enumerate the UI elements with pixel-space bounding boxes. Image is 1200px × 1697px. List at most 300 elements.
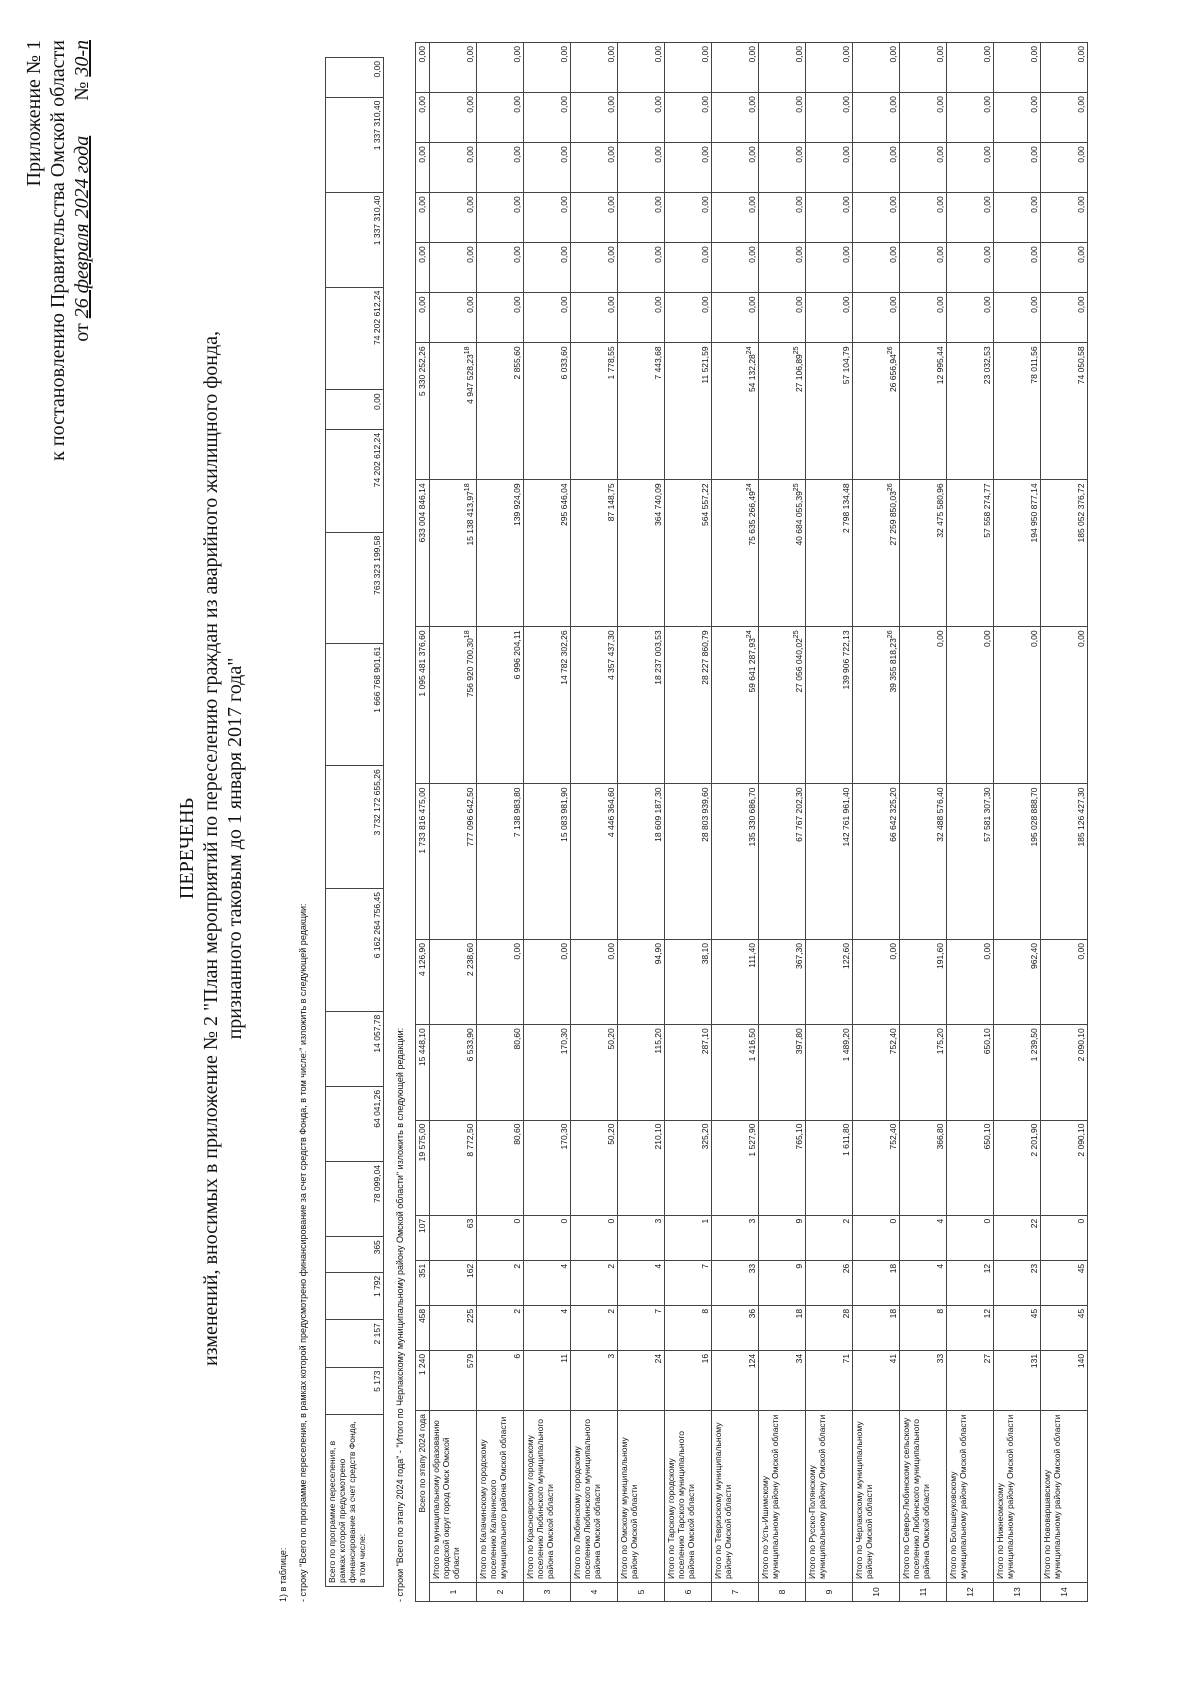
row-cell-value: 7: [653, 1308, 663, 1314]
table-row: [947, 43, 994, 1602]
row-cell: [853, 243, 900, 293]
row-cell-value: 40 684 055,39: [794, 491, 804, 546]
row-cell-value: 80,60: [512, 1123, 522, 1145]
row-cell: [759, 1120, 806, 1215]
row-cell-value: 0,00: [512, 96, 522, 113]
row-cell-value: 0,00: [888, 246, 898, 263]
row-cell-value: 0,00: [559, 943, 569, 960]
stage-total-cell: 4 126,90: [416, 940, 430, 1025]
row-cell-value: 1 489,20: [841, 1028, 851, 1062]
row-cell: [806, 43, 853, 93]
row-cell-value: 0,00: [559, 246, 569, 263]
row-cell: [947, 784, 994, 940]
row-number: 1: [430, 1583, 477, 1602]
row-cell: [853, 940, 900, 1025]
program-total-cell: 763 323 199,58: [326, 532, 384, 643]
row-cell-value: 67 767 202,30: [794, 787, 804, 842]
row-cell: [430, 93, 477, 143]
row-cell: [430, 293, 477, 343]
row-cell-value: 0,00: [653, 96, 663, 113]
row-cell: [430, 1120, 477, 1215]
row-cell-value: 15 138 413,97: [465, 491, 475, 546]
table-row: [853, 43, 900, 1602]
program-total-cell: 3 732 172 655,26: [326, 766, 384, 889]
row-cell-value: 2 238,60: [465, 943, 475, 977]
row-cell-value: 2: [841, 1218, 851, 1224]
row-cell: [571, 243, 618, 293]
row-number: 7: [712, 1583, 759, 1602]
row-cell: [806, 293, 853, 343]
row-cell-value: 27 056 040,02: [794, 638, 804, 693]
program-total-cell: 1 337 310,40: [326, 97, 384, 192]
row-cell-value: 397,80: [794, 1028, 804, 1055]
row-cell-value: 325,20: [700, 1123, 710, 1150]
row-cell: [947, 627, 994, 784]
row-cell-value: 41: [888, 1353, 898, 1364]
row-cell-value: 191,60: [935, 943, 945, 970]
row-cell: [853, 480, 900, 627]
row-label: Итого по Омскому муниципальному району Омской области: [618, 1411, 665, 1583]
row-number: 9: [806, 1583, 853, 1602]
row-cell: [994, 43, 1041, 93]
row-cell-value: 63: [465, 1218, 475, 1229]
row-cell: [430, 143, 477, 193]
program-total-cell: 365: [326, 1237, 384, 1273]
row-cell-value: 54 132,28: [747, 354, 757, 393]
row-cell-value: 34: [794, 1353, 804, 1364]
row-cell: [618, 480, 665, 627]
row-cell-value: 0,00: [888, 296, 898, 313]
row-cell: [1041, 1025, 1088, 1120]
row-cell: [947, 1025, 994, 1120]
row-cell-value: 4: [559, 1263, 569, 1269]
program-total-row: [326, 58, 384, 1587]
stage-total-cell: 0,00: [416, 143, 430, 193]
row-cell: [571, 143, 618, 193]
row-cell: [477, 343, 524, 480]
row-cell: [712, 1260, 759, 1305]
row-cell-value: 18 237 003,53: [653, 630, 663, 685]
table-row: [571, 43, 618, 1602]
row-cell-value: 0,00: [1076, 943, 1086, 960]
row-cell: [524, 343, 571, 480]
row-cell: [806, 1025, 853, 1120]
row-cell-value: 756 920 700,30: [465, 638, 475, 698]
row-cell: [806, 940, 853, 1025]
row-cell-value: 0,00: [700, 246, 710, 263]
row-cell: [712, 43, 759, 93]
row-cell-value: 777 096 642,50: [465, 787, 475, 847]
footnote-mark: 25: [793, 346, 801, 355]
row-label: Итого по Тевризскому муниципальному району Омской области: [712, 1411, 759, 1583]
row-cell: [477, 43, 524, 93]
row-cell: [1041, 143, 1088, 193]
row-cell: [712, 627, 759, 784]
row-cell: [430, 1350, 477, 1410]
row-cell: [759, 93, 806, 143]
row-cell: [524, 1215, 571, 1260]
row-cell: [618, 1305, 665, 1350]
program-total-table: [325, 57, 384, 1587]
program-total-cell: 6 162 264 756,45: [326, 889, 384, 1012]
row-cell: [947, 1120, 994, 1215]
row-cell-value: 9: [794, 1263, 804, 1269]
title-line2: изменений, вносимых в приложение № 2 "План мероприятий по переселению граждан из аварийного жилищного фонда,: [200, 330, 222, 1367]
footnote-mark: 18: [464, 630, 472, 639]
row-cell-value: 0,00: [1076, 96, 1086, 113]
row-cell: [524, 1350, 571, 1410]
footnote-mark: 24: [746, 483, 754, 492]
row-cell: [477, 1350, 524, 1410]
row-cell-value: 33: [747, 1263, 757, 1274]
row-cell-value: 139 924,09: [512, 483, 522, 526]
row-cell-value: 0,00: [888, 146, 898, 163]
row-cell-value: 1 778,55: [606, 346, 616, 380]
row-cell-value: 210,10: [653, 1123, 663, 1150]
row-cell: [712, 1120, 759, 1215]
row-cell-value: 0,00: [982, 196, 992, 213]
row-cell: [665, 293, 712, 343]
stage-2024-table: [415, 42, 1088, 1602]
row-cell-value: 71: [841, 1353, 851, 1364]
row-cell-value: 45: [1029, 1308, 1039, 1319]
row-cell: [806, 343, 853, 480]
row-cell-value: 115,20: [653, 1028, 663, 1054]
row-cell-value: 8: [700, 1308, 710, 1314]
row-number: 14: [1041, 1583, 1088, 1602]
row-cell-value: 0,00: [747, 46, 757, 63]
row-cell-value: 0,00: [935, 246, 945, 263]
row-cell-value: 0,00: [794, 46, 804, 63]
row-cell: [853, 1215, 900, 1260]
row-cell: [994, 1350, 1041, 1410]
row-cell-value: 131: [1029, 1353, 1039, 1369]
row-cell: [853, 343, 900, 480]
row-cell: [477, 784, 524, 940]
row-cell: [900, 93, 947, 143]
row-cell: [853, 193, 900, 243]
row-cell-value: 15 083 981,90: [559, 787, 569, 842]
row-cell-value: 4: [935, 1263, 945, 1269]
row-cell-value: 7: [700, 1263, 710, 1269]
row-cell-value: 50,20: [606, 1028, 616, 1050]
row-cell-value: 12: [982, 1308, 992, 1319]
row-cell-value: 0,00: [512, 196, 522, 213]
row-cell-value: 0,00: [653, 296, 663, 313]
row-cell-value: 0,00: [1076, 630, 1086, 647]
row-cell-value: 0,00: [1029, 46, 1039, 63]
row-number: 2: [477, 1583, 524, 1602]
row-cell: [806, 1350, 853, 1410]
row-number: 12: [947, 1583, 994, 1602]
stage-total-cell: 0,00: [416, 93, 430, 143]
program-total-cell: 14 057,78: [326, 1011, 384, 1086]
row-cell: [430, 1260, 477, 1305]
row-cell-value: 12: [982, 1263, 992, 1274]
row-cell-value: 140: [1076, 1353, 1086, 1369]
row-cell: [947, 293, 994, 343]
row-cell: [477, 940, 524, 1025]
row-cell-value: 59 641 287,93: [747, 638, 757, 693]
row-cell-value: 33: [935, 1353, 945, 1364]
row-cell-value: 0,00: [606, 196, 616, 213]
row-cell-value: 0,00: [606, 96, 616, 113]
row-cell: [571, 1350, 618, 1410]
row-cell-value: 162: [465, 1263, 475, 1279]
row-cell-value: 0,00: [794, 196, 804, 213]
row-cell: [947, 1215, 994, 1260]
row-cell-value: 28 227 860,79: [700, 630, 710, 685]
row-cell-value: 8 772,50: [465, 1123, 475, 1157]
row-cell: [524, 93, 571, 143]
row-cell: [712, 1025, 759, 1120]
row-cell-value: 0,00: [606, 296, 616, 313]
stage-total-cell: 0,00: [416, 43, 430, 93]
appendix-date: 26 февраля 2024 года: [71, 135, 93, 319]
table-row: [430, 43, 477, 1602]
row-cell-value: 0,00: [653, 246, 663, 263]
row-cell: [994, 343, 1041, 480]
row-cell: [571, 940, 618, 1025]
row-cell-value: 0: [982, 1218, 992, 1224]
program-total-cell: 64 041,26: [326, 1086, 384, 1161]
row-cell-value: 0,00: [841, 246, 851, 263]
row-cell-value: 22: [1029, 1218, 1039, 1229]
row-cell: [947, 1350, 994, 1410]
row-cell-value: 225: [465, 1308, 475, 1324]
row-cell-value: 0,00: [982, 46, 992, 63]
row-cell-value: 11: [559, 1353, 569, 1363]
stage-total-cell: 19 575,00: [416, 1120, 430, 1215]
row-cell: [524, 1120, 571, 1215]
row-cell: [477, 1260, 524, 1305]
row-cell-value: 175,20: [935, 1028, 945, 1055]
row-cell: [853, 627, 900, 784]
row-cell-value: 0,00: [1076, 196, 1086, 213]
row-label: Итого по Русско-Полянскому муниципальному району Омской области: [806, 1411, 853, 1583]
row-label: Итого по муниципальному образованию городской округ город Омск Омской области: [430, 1411, 477, 1583]
row-cell-value: 18: [888, 1308, 898, 1319]
row-cell: [994, 1260, 1041, 1305]
row-cell-value: 0,00: [512, 246, 522, 263]
row-cell: [571, 627, 618, 784]
row-cell: [618, 627, 665, 784]
row-cell-value: 194 950 877,14: [1029, 483, 1039, 543]
row-cell: [759, 243, 806, 293]
row-cell-value: 0,00: [700, 146, 710, 163]
row-cell-value: 765,10: [794, 1123, 804, 1150]
row-cell: [759, 940, 806, 1025]
row-cell: [900, 343, 947, 480]
row-cell: [665, 93, 712, 143]
row-cell: [900, 1350, 947, 1410]
row-cell: [759, 627, 806, 784]
row-cell: [900, 1215, 947, 1260]
row-cell-value: 0: [1076, 1218, 1086, 1224]
row-cell-value: 32 488 576,40: [935, 787, 945, 842]
row-cell-value: 2 855,60: [512, 346, 522, 380]
row-cell-value: 579: [465, 1353, 475, 1369]
row-cell-value: 0: [888, 1218, 898, 1224]
table-row: [806, 43, 853, 1602]
row-cell: [1041, 627, 1088, 784]
row-cell: [900, 480, 947, 627]
footnote-mark: 18: [464, 346, 472, 355]
row-cell: [665, 1305, 712, 1350]
row-cell-value: 9: [794, 1218, 804, 1224]
row-cell: [1041, 1215, 1088, 1260]
row-cell-value: 364 740,09: [653, 483, 663, 526]
row-cell-value: 27 106,89: [794, 354, 804, 393]
stage-total-cell: 15 448,10: [416, 1025, 430, 1120]
row-cell: [947, 243, 994, 293]
row-cell-value: 28: [841, 1308, 851, 1319]
table-row: [712, 43, 759, 1602]
row-cell: [806, 243, 853, 293]
row-cell-value: 18 609 187,30: [653, 787, 663, 842]
row-cell-value: 0,00: [982, 630, 992, 647]
program-total-cell: 2 157: [326, 1320, 384, 1367]
row-cell-value: 18: [794, 1308, 804, 1319]
row-cell-value: 32 475 580,96: [935, 483, 945, 538]
row-cell: [1041, 1120, 1088, 1215]
row-cell-value: 38,10: [700, 943, 710, 965]
row-cell: [759, 43, 806, 93]
row-cell: [712, 193, 759, 243]
row-number: 10: [853, 1583, 900, 1602]
row-cell-value: 0,00: [747, 246, 757, 263]
row-cell-value: 4 446 364,60: [606, 787, 616, 838]
row-cell-value: 0,00: [935, 630, 945, 647]
row-cell-value: 1 527,90: [747, 1123, 757, 1157]
row-cell: [994, 1025, 1041, 1120]
row-cell: [524, 193, 571, 243]
row-cell: [994, 93, 1041, 143]
row-cell-value: 170,30: [559, 1123, 569, 1150]
row-cell: [618, 343, 665, 480]
row-cell: [994, 480, 1041, 627]
row-cell-value: 752,40: [888, 1123, 898, 1150]
row-cell: [994, 293, 1041, 343]
row-cell: [994, 784, 1041, 940]
row-cell-value: 4: [559, 1308, 569, 1314]
row-cell-value: 27 259 850,03: [888, 491, 898, 546]
row-cell: [571, 343, 618, 480]
row-cell: [759, 1215, 806, 1260]
row-cell: [618, 1215, 665, 1260]
row-cell-value: 14 782 302,26: [559, 630, 569, 685]
row-cell-value: 0,00: [841, 196, 851, 213]
row-cell: [477, 143, 524, 193]
row-cell-value: 0,00: [559, 196, 569, 213]
row-cell: [947, 93, 994, 143]
row-cell: [806, 1120, 853, 1215]
row-cell: [618, 43, 665, 93]
appendix-date-line: от 26 февраля 2024 года № 30-п: [71, 40, 93, 342]
row-cell: [665, 43, 712, 93]
row-cell-value: 650,10: [982, 1123, 992, 1150]
row-cell-value: 24: [653, 1353, 663, 1364]
row-cell-value: 962,40: [1029, 943, 1039, 970]
row-cell-value: 287,10: [700, 1028, 710, 1055]
stage-total-cell: 1 095 481 376,60: [416, 627, 430, 784]
row-cell: [571, 784, 618, 940]
row-cell: [806, 93, 853, 143]
row-cell-value: 0,00: [935, 296, 945, 313]
table-row: [665, 43, 712, 1602]
row-cell-value: 7 443,68: [653, 346, 663, 380]
table-row: [900, 43, 947, 1602]
footnote-mark: 26: [887, 346, 895, 355]
program-total-cell: 1 792: [326, 1272, 384, 1319]
row-cell: [759, 784, 806, 940]
row-cell-value: 0,00: [1029, 146, 1039, 163]
row-cell: [477, 243, 524, 293]
row-cell-value: 39 355 818,23: [888, 638, 898, 693]
row-label: Итого по Калачинскому городскому поселению Калачинского муниципального района Омской области: [477, 1411, 524, 1583]
row-cell-value: 0,00: [794, 146, 804, 163]
row-cell: [665, 343, 712, 480]
stage-total-cell: 458: [416, 1305, 430, 1350]
row-cell: [618, 940, 665, 1025]
row-cell: [477, 1025, 524, 1120]
row-cell: [524, 627, 571, 784]
row-cell-value: 0,00: [841, 296, 851, 313]
row-cell-value: 0,00: [888, 196, 898, 213]
row-cell: [430, 193, 477, 243]
row-cell: [524, 480, 571, 627]
appendix-number: 30-п: [71, 40, 93, 77]
row-cell: [900, 143, 947, 193]
row-cell: [900, 43, 947, 93]
note-1: - строку "Всего по программе переселения, в рамках которой предусмотрено финансирование за счет средств Фонда, в том числе:" изложить в следующей редакции:: [298, 903, 308, 1602]
row-cell: [900, 193, 947, 243]
row-cell: [806, 1260, 853, 1305]
row-cell: [994, 143, 1041, 193]
row-cell: [947, 43, 994, 93]
row-cell-value: 1: [700, 1218, 710, 1224]
row-cell: [665, 1215, 712, 1260]
row-cell-value: 74 050,58: [1076, 346, 1086, 385]
row-cell: [806, 784, 853, 940]
row-cell-value: 0,00: [1029, 296, 1039, 313]
row-cell: [477, 1120, 524, 1215]
row-cell-value: 16: [700, 1353, 710, 1364]
row-cell: [524, 293, 571, 343]
row-cell: [665, 193, 712, 243]
row-cell: [1041, 243, 1088, 293]
row-cell: [947, 1305, 994, 1350]
row-number: 4: [571, 1583, 618, 1602]
row-label: Итого по Северо-Любинскому сельскому поселению Любинского муниципального района Омской области: [900, 1411, 947, 1583]
row-cell: [900, 1260, 947, 1305]
row-cell-value: 57 104,79: [841, 346, 851, 385]
row-cell-value: 0,00: [559, 46, 569, 63]
row-cell-value: 650,10: [982, 1028, 992, 1055]
title-line3: признанного таковым до 1 января 2017 года": [224, 657, 246, 1040]
row-cell: [1041, 784, 1088, 940]
row-cell: [618, 784, 665, 940]
row-cell-value: 2: [512, 1308, 522, 1314]
row-cell-value: 78 011,56: [1029, 346, 1039, 384]
row-cell-value: 8: [935, 1308, 945, 1314]
row-cell: [665, 940, 712, 1025]
footnote-mark: 26: [887, 630, 895, 639]
row-cell: [1041, 193, 1088, 243]
row-cell: [947, 193, 994, 243]
row-cell: [712, 480, 759, 627]
row-cell: [900, 1305, 947, 1350]
